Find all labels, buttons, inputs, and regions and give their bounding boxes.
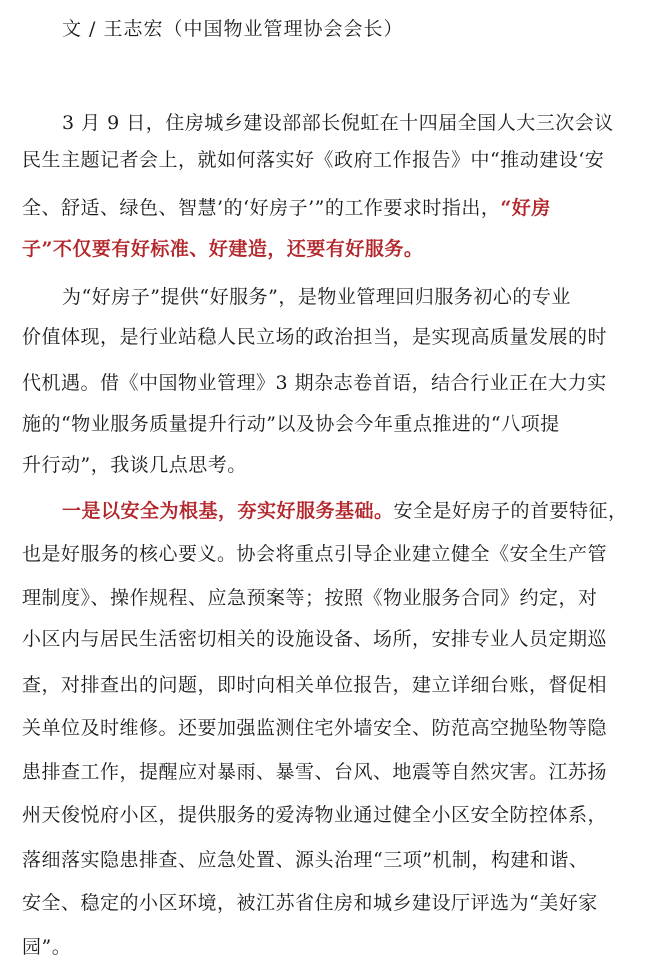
body-text: 也是好服务的核心要义。协会将重点引导企业建立健全《安全生产管: [22, 543, 608, 565]
text-line: [0, 324, 622, 350]
body-text: 3 月 9 日，住房城乡建设部部长倪虹在十四届全国人大三次会议: [62, 112, 614, 134]
body-text: 施的“物业服务质量提升行动”以及协会今年重点推进的“八项提: [22, 413, 560, 435]
emphasis-text: 一是以安全为根基，夯实好服务基础。: [62, 500, 394, 522]
body-text: 落细落实隐患排查、应急处置、源头治理“三项”机制，构建和谐、: [22, 849, 589, 871]
body-text: 代机遇。借《中国物业管理》3 期杂志卷首语，结合行业正在大力实: [22, 372, 607, 394]
text-line: [0, 370, 622, 396]
body-text: 为“好房子”提供“好服务”，是物业管理回归服务初心的专业: [62, 286, 571, 308]
body-text: 小区内与居民生活密切相关的设施设备、场所，安排专业人员定期巡: [22, 628, 608, 650]
body-text: 安全、稳定的小区环境，被江苏省住房和城乡建设厅评选为“美好家: [22, 892, 598, 914]
text-line: [0, 934, 622, 960]
emphasis-text: “好房: [500, 197, 551, 219]
text-line: [0, 802, 622, 828]
text-line: [0, 585, 622, 611]
emphasis-text: 子”不仅要有好标准、好建造，还要有好服务。: [22, 238, 424, 260]
text-line: [0, 715, 622, 741]
body-text: 理制度》、操作规程、应急预案等；按照《物业服务合同》约定，对: [22, 587, 598, 609]
text-line: [0, 759, 622, 785]
text-line: [0, 452, 622, 478]
body-text: 全、舒适、绿色、智慧’的‘好房子’”的工作要求时指出，: [22, 197, 501, 219]
text-line: [0, 147, 622, 173]
text-line: [0, 626, 622, 652]
text-line: [0, 890, 622, 916]
article-byline: 文 / 王志宏（中国物业管理协会会长）: [62, 18, 404, 40]
body-text: 安全是好房子的首要特征，: [393, 500, 628, 522]
body-text: 患排查工作，提醒应对暴雨、暴雪、台风、地震等自然灾害。江苏扬: [22, 761, 608, 783]
body-text: 查，对排查出的问题，即时向相关单位报告，建立详细台账，督促相: [22, 674, 608, 696]
text-line: [0, 541, 622, 567]
body-text: 关单位及时维修。还要加强监测住宅外墙安全、防范高空抛坠物等隐: [22, 717, 608, 739]
body-text: 价值体现，是行业站稳人民立场的政治担当，是实现高质量发展的时: [22, 326, 608, 348]
text-line: [0, 672, 622, 698]
body-text: 升行动”，我谈几点思考。: [22, 454, 247, 476]
body-text: 州天俊悦府小区，提供服务的爱涛物业通过健全小区安全防控体系，: [22, 804, 608, 826]
text-line: [0, 110, 662, 136]
text-line: [0, 498, 662, 524]
text-line: [0, 847, 622, 873]
body-text: 民生主题记者会上，就如何落实好《政府工作报告》中“推动建设‘安: [22, 149, 605, 171]
text-line: [0, 411, 622, 437]
text-line: [0, 284, 662, 310]
text-line: [0, 236, 622, 262]
text-line: [0, 195, 622, 221]
body-text: 园”。: [22, 936, 72, 958]
